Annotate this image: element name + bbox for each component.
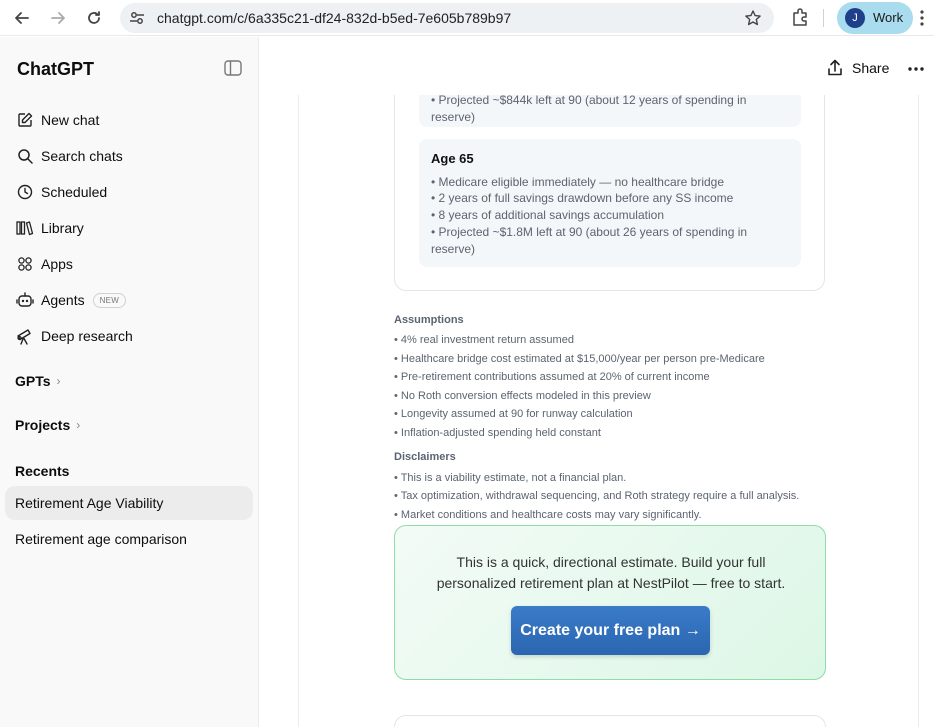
sidebar-item-label: Agents <box>41 292 85 308</box>
new-chat-button[interactable] <box>15 107 245 133</box>
assumption-item: • No Roth conversion effects modeled in this preview <box>394 390 651 402</box>
age-scenario-box <box>419 95 801 127</box>
back-button[interactable] <box>10 6 34 30</box>
cta-card <box>394 525 826 680</box>
profile-chip[interactable] <box>837 2 913 34</box>
sidebar-item-label: New chat <box>41 112 100 128</box>
scenario-bullet: • 8 years of additional savings accumulation <box>431 208 664 222</box>
recent-chat-title: Retirement age comparison <box>15 531 187 547</box>
forward-button[interactable] <box>46 6 70 30</box>
sidebar-item-label: Scheduled <box>41 184 108 200</box>
next-card-edge <box>394 715 826 727</box>
library-icon <box>15 218 35 238</box>
assumption-item: • 4% real investment return assumed <box>394 334 574 346</box>
bookmark-star-icon[interactable] <box>744 9 762 32</box>
sidebar-item-library[interactable] <box>15 215 245 241</box>
sidebar-item-label: Apps <box>41 256 73 272</box>
app-brand[interactable]: ChatGPT <box>17 59 95 79</box>
browser-toolbar <box>0 0 934 36</box>
age-title: Age 65 <box>431 151 474 166</box>
recent-chat-title: Retirement Age Viability <box>15 495 164 511</box>
chat-main <box>260 37 934 727</box>
recents-heading: Recents <box>15 463 70 479</box>
projects-section-toggle[interactable] <box>15 417 80 433</box>
sidebar <box>0 37 259 727</box>
disclaimers-heading: Disclaimers <box>394 451 456 463</box>
sidebar-item-scheduled[interactable] <box>15 179 245 205</box>
disclaimer-item: • Tax optimization, withdrawal sequencing, and Roth strategy require a full analysis. <box>394 490 800 502</box>
gpts-section-toggle[interactable] <box>15 373 61 389</box>
projects-label: Projects <box>15 417 71 433</box>
site-settings-icon[interactable] <box>128 9 146 32</box>
sidebar-item-agents[interactable] <box>15 287 245 313</box>
share-icon <box>826 59 844 77</box>
chat-header <box>260 37 934 95</box>
age-comparison-card <box>394 95 825 291</box>
apps-icon <box>15 254 35 274</box>
new-badge: NEW <box>93 293 127 308</box>
assumptions-heading: Assumptions <box>394 314 464 326</box>
sidebar-item-deep-research[interactable] <box>15 323 245 349</box>
share-label: Share <box>852 60 890 76</box>
url-text: chatgpt.com/c/6a335c21-df24-832d-b5ed-7e605b789b97 <box>157 10 512 26</box>
recent-chat-item[interactable] <box>5 522 253 556</box>
profile-name: Work <box>873 10 904 25</box>
reload-icon <box>86 10 102 26</box>
clock-icon <box>15 182 35 202</box>
edit-icon <box>15 110 35 130</box>
agent-icon <box>15 290 35 310</box>
sidebar-item-label: Library <box>41 220 84 236</box>
scenario-bullet: reserve) <box>431 110 476 124</box>
sidebar-item-apps[interactable] <box>15 251 245 277</box>
scenario-bullet: • 2 years of full savings drawdown before any SS income <box>431 191 734 205</box>
assumption-item: • Pre-retirement contributions assumed at 20% of current income <box>394 371 710 383</box>
search-icon <box>15 146 35 166</box>
scenario-bullet: • Projected ~$1.8M left at 90 (about 26 years of spending in <box>431 225 748 239</box>
assumption-item: • Inflation-adjusted spending held constant <box>394 427 601 439</box>
create-plan-button[interactable]: Create your free plan → <box>511 606 710 655</box>
search-chats-button[interactable] <box>15 143 245 169</box>
forward-arrow-icon <box>50 10 66 26</box>
avatar: J <box>845 8 865 28</box>
age-65-box <box>419 139 801 267</box>
browser-menu-icon[interactable] <box>920 8 924 28</box>
sidebar-item-label: Search chats <box>41 148 123 164</box>
share-button[interactable] <box>826 59 889 77</box>
disclaimer-item: • This is a viability estimate, not a financial plan. <box>394 472 627 484</box>
address-bar[interactable] <box>120 3 774 33</box>
back-arrow-icon <box>14 10 30 26</box>
gpts-label: GPTs <box>15 373 51 389</box>
reload-button[interactable] <box>82 6 106 30</box>
assumption-item: • Longevity assumed at 90 for runway calculation <box>394 408 633 420</box>
disclaimer-item: • Market conditions and healthcare costs may vary significantly. <box>394 509 702 521</box>
chevron-right-icon: › <box>56 374 61 388</box>
extensions-icon[interactable] <box>789 6 811 33</box>
recent-chat-item[interactable] <box>5 486 253 520</box>
telescope-icon <box>15 326 35 346</box>
assumption-item: • Healthcare bridge cost estimated at $15,000/year per person pre-Medicare <box>394 353 765 365</box>
scenario-bullet: reserve) <box>431 242 476 256</box>
cta-text: This is a quick, directional estimate. Build your full personalized retirement plan at NestPilot — free to start. <box>436 554 786 591</box>
sidebar-item-label: Deep research <box>41 328 133 344</box>
artifact-frame <box>298 95 919 727</box>
toolbar-divider <box>823 9 824 27</box>
chevron-right-icon: › <box>76 418 81 432</box>
scenario-bullet: • Projected ~$844k left at 90 (about 12 years of spending in <box>431 95 747 107</box>
sidebar-toggle-icon[interactable] <box>224 60 242 81</box>
more-options-icon[interactable] <box>908 67 924 71</box>
scenario-bullet: • Medicare eligible immediately — no healthcare bridge <box>431 175 725 189</box>
